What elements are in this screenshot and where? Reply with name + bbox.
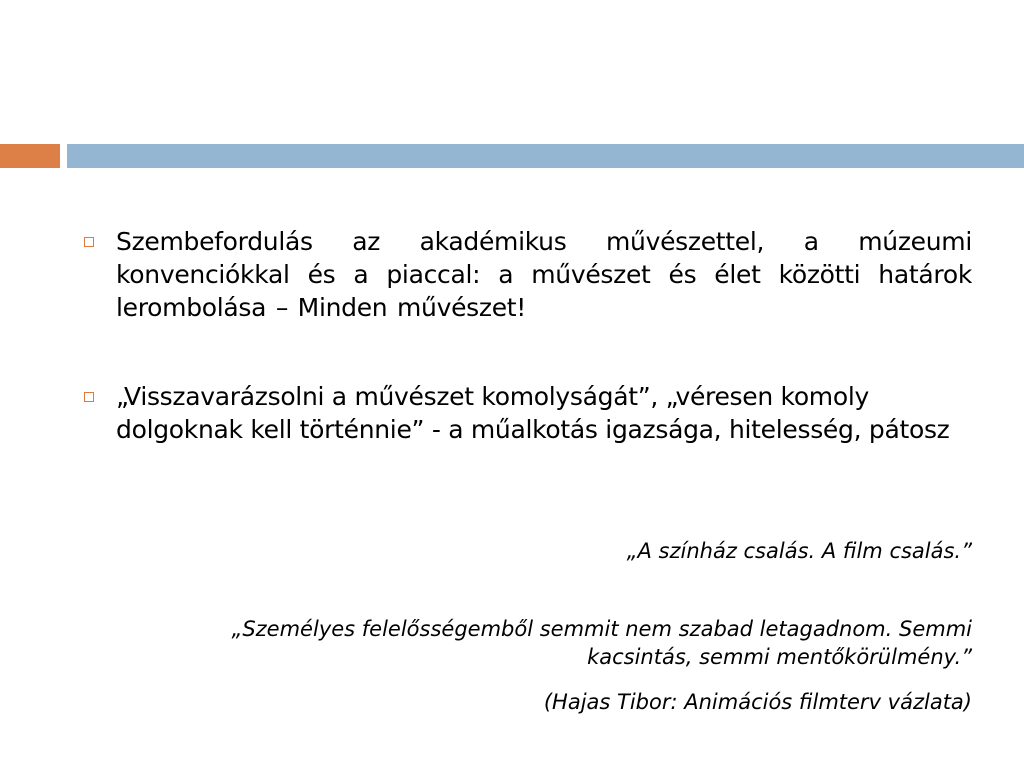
bullet-item-1 — [80, 225, 972, 324]
square-bullet-icon — [84, 237, 94, 247]
quote-1: „A színház csalás. A film csalás.” — [626, 539, 972, 563]
bullet-item-2 — [80, 380, 972, 446]
quote-2: „Személyes felelősségemből semmit nem szabad letagadnom. Semmi kacsintás, semmi mentőkörülmény.” — [231, 617, 972, 669]
square-bullet-icon — [84, 392, 94, 402]
bullet-text-2: „Visszavarázsolni a művészet komolyságát”, „véresen komoly dolgoknak kell történnie” - a műalkotás igazsága, hitelesség, pátosz — [116, 382, 950, 444]
header-bar — [67, 144, 1024, 168]
accent-bar — [0, 144, 60, 168]
quote-citation: (Hajas Tibor: Animációs filmterv vázlata) — [543, 690, 972, 714]
bullet-text-1: Szembefordulás az akadémikus művészettel, a múzeumi konvenciókkal és a piaccal: a művészet és élet közötti határok lerombolása – Minden művészet! — [116, 227, 972, 322]
slide-content — [80, 225, 972, 446]
